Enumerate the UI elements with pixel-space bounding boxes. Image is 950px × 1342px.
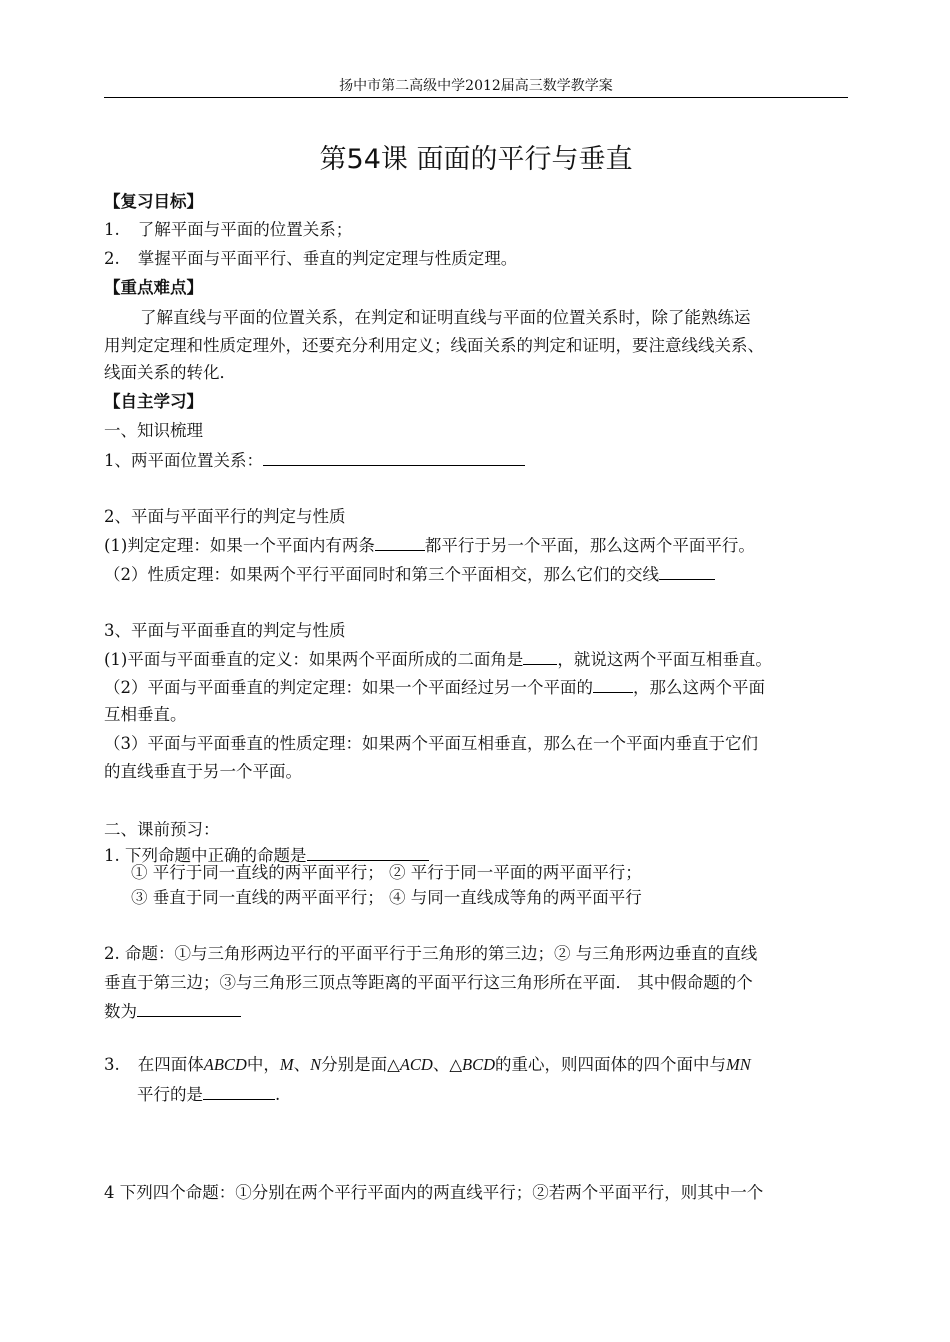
key-points-line-2: 用判定定理和性质定理外，还要充分利用定义；线面关系的判定和证明，要注意线线关系、 bbox=[104, 336, 764, 355]
question-3-line-2 bbox=[137, 1081, 897, 1108]
header-rule bbox=[104, 97, 848, 98]
goal-1-text: 了解平面与平面的位置关系； bbox=[137, 220, 353, 239]
key-points-line-3: 线面关系的转化． bbox=[104, 363, 236, 382]
answer-blank-q2[interactable] bbox=[137, 998, 241, 1017]
part-2-heading: 二、课前预习： bbox=[104, 820, 220, 839]
goal-1-number: 1. bbox=[104, 220, 120, 239]
q3-abcd: ABCD bbox=[203, 1055, 247, 1074]
knowledge-1-text: 1、两平面位置关系： bbox=[104, 451, 263, 470]
q3-n: N bbox=[310, 1055, 322, 1074]
answer-blank-3[interactable] bbox=[659, 561, 715, 580]
question-4-line-1: 4 下列四个命题：①分别在两个平行平面内的两直线平行；②若两个平面平行，则其中一个 bbox=[104, 1183, 764, 1202]
answer-blank-5[interactable] bbox=[593, 674, 633, 693]
knowledge-3a-text-1: (1)平面与平面垂直的定义：如果两个平面所成的二面角是 bbox=[104, 650, 524, 669]
knowledge-2a-text-2: 都平行于另一个平面，那么这两个平面平行。 bbox=[424, 536, 755, 555]
knowledge-2-heading: 2、平面与平面平行的判定与性质 bbox=[104, 507, 346, 526]
answer-blank-q3[interactable] bbox=[203, 1081, 275, 1100]
knowledge-3b-text-1: （2）平面与平面垂直的判定定理：如果一个平面经过另一个平面的 bbox=[104, 678, 593, 697]
knowledge-2b bbox=[104, 561, 864, 588]
knowledge-1 bbox=[104, 447, 864, 474]
answer-blank-4[interactable] bbox=[523, 646, 557, 665]
q3-period: . bbox=[275, 1085, 281, 1104]
self-study-heading: 【自主学习】 bbox=[104, 392, 203, 411]
answer-blank-1[interactable] bbox=[263, 447, 525, 466]
knowledge-2a bbox=[104, 532, 864, 559]
page-header: 扬中市第二高级中学2012届高三数学教学案 bbox=[339, 78, 613, 94]
q3-text-d: 分别是面△ bbox=[321, 1055, 400, 1074]
goal-2-number: 2. bbox=[104, 249, 120, 268]
question-2-line-2: 垂直于第三边；③与三角形三顶点等距离的平面平行这三角形所在平面． 其中假命题的个 bbox=[104, 973, 753, 992]
knowledge-3a bbox=[104, 646, 864, 673]
question-3-line-1 bbox=[104, 1052, 864, 1078]
part-1-heading: 一、知识梳理 bbox=[104, 421, 203, 440]
knowledge-3b-text-2: ，那么这两个平面 bbox=[633, 678, 765, 697]
knowledge-2a-text-1: (1)判定定理：如果一个平面内有两条 bbox=[104, 536, 375, 555]
goal-2 bbox=[104, 246, 864, 272]
q3-mn: MN bbox=[726, 1055, 751, 1074]
question-3-number: 3. bbox=[104, 1055, 120, 1074]
key-points-heading: 【重点难点】 bbox=[104, 278, 203, 297]
question-1-text: 1. 下列命题中正确的命题是 bbox=[104, 846, 307, 865]
goal-1 bbox=[104, 217, 864, 243]
q3-text-f: 的重心，则四面体的四个面中与 bbox=[495, 1055, 727, 1074]
answer-blank-q1[interactable] bbox=[307, 842, 429, 861]
knowledge-3c-line-2: 的直线垂直于另一个平面。 bbox=[104, 762, 302, 781]
question-1-options-1: ① 平行于同一直线的两平面平行； ② 平行于同一平面的两平面平行； bbox=[131, 863, 642, 882]
goals-heading: 【复习目标】 bbox=[104, 192, 203, 211]
q3-text-a: 在四面体 bbox=[137, 1055, 204, 1074]
knowledge-3c-line-1: （3）平面与平面垂直的性质定理：如果两个平面互相垂直，那么在一个平面内垂直于它们 bbox=[104, 734, 758, 753]
lesson-title: 第54课 面面的平行与垂直 bbox=[319, 144, 633, 175]
knowledge-3a-text-2: ，就说这两个平面互相垂直。 bbox=[557, 650, 772, 669]
key-points-line-1: 了解直线与平面的位置关系，在判定和证明直线与平面的位置关系时，除了能熟练运 bbox=[140, 308, 751, 327]
q3-text-e: 、△ bbox=[432, 1055, 463, 1074]
goal-2-text: 掌握平面与平面平行、垂直的判定定理与性质定理。 bbox=[137, 249, 518, 268]
q3-text-c: 、 bbox=[293, 1055, 311, 1074]
q3-m: M bbox=[279, 1055, 294, 1074]
knowledge-3b-cont: 互相垂直。 bbox=[104, 705, 187, 724]
knowledge-3b bbox=[104, 674, 864, 701]
question-1-options-2: ③ 垂直于同一直线的两平面平行； ④ 与同一直线成等角的两平面平行 bbox=[131, 888, 642, 907]
q3-text-b: 中， bbox=[246, 1055, 280, 1074]
knowledge-2b-text: （2）性质定理：如果两个平行平面同时和第三个平面相交，那么它们的交线 bbox=[104, 565, 659, 584]
question-2-line-1: 2. 命题：①与三角形两边平行的平面平行于三角形的第三边；② 与三角形两边垂直的直线 bbox=[104, 944, 758, 963]
question-2-line-3 bbox=[104, 998, 864, 1025]
question-2-text: 数为 bbox=[104, 1002, 137, 1021]
q3-bcd: BCD bbox=[462, 1055, 496, 1074]
q3-text-g: 平行的是 bbox=[137, 1085, 203, 1104]
knowledge-3-heading: 3、平面与平面垂直的判定与性质 bbox=[104, 621, 346, 640]
q3-acd: ACD bbox=[399, 1055, 433, 1074]
answer-blank-2[interactable] bbox=[375, 532, 425, 551]
